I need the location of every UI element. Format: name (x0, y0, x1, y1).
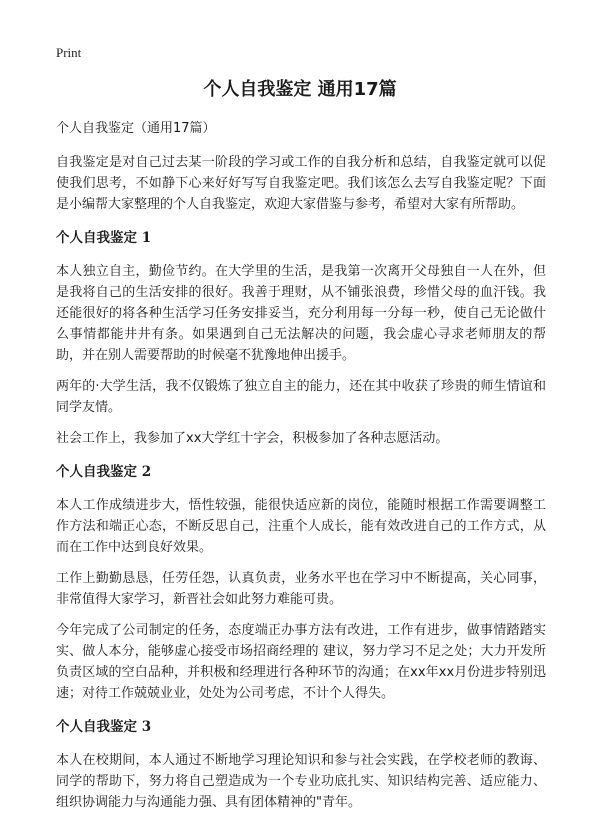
section-paragraph: 两年的·大学生活，我不仅锻炼了独立自主的能力，还在其中收获了珍贵的师生情谊和同学友情。 (56, 379, 546, 415)
document-body (56, 118, 546, 823)
section-paragraph: 工作上勤勤恳恳，任劳任怨，认真负责，业务水平也在学习中不断提高，关心同事，非常值得大家学习，新晋社会如此努力难能可贵。 (56, 571, 546, 607)
intro-paragraph: 自我鉴定是对自己过去某一阶段的学习或工作的自我分析和总结，自我鉴定就可以促使我们思考，不如静下心来好好写写自我鉴定吧。我们该怎么去写自我鉴定呢？下面是小编帮大家整理的个人自我鉴定，欢迎大家借鉴与参考，希望对大家有所帮助。 (56, 155, 546, 212)
document-title: 个人自我鉴定 通用17篇 (203, 79, 397, 100)
section-2 (56, 461, 546, 704)
section-paragraph: 本人独立自主，勤俭节约。在大学里的生活，是我第一次离开父母独自一人在外，但是我将自己的生活安排的很好。我善于理财，从不铺张浪费，珍惜父母的血汗钱。我还能很好的将各种生活学习任务安排妥当，充分利用每一分每一秒，使自己无论做什么事情都能井井有条。如果遇到自己无法解决的问题，我会虚心寻求老师朋友的帮助，并在别人需要帮助的时候毫不犹豫地伸出援手。 (56, 264, 546, 363)
section-1 (56, 227, 546, 449)
section-heading: 个人自我鉴定 3 (56, 719, 152, 735)
section-3 (56, 716, 546, 813)
section-paragraph: 今年完成了公司制定的任务，态度端正办事方法有改进，工作有进步，做事情踏踏实实、做人本分，能够虚心接受市场招商经理的 建议，努力学习不足之处；大力开发所负责区域的空白品种，并积极和经理进行各种环节的沟通；在xx年xx月份进步特别迅速；对待工作兢兢业业，处处为公司考虑，不计个人得失。 (56, 623, 546, 701)
section-paragraph: 本人在校期间，本人通过不断地学习理论知识和参与社会实践，在学校老师的教诲、同学的帮助下，努力将自己塑造成为一个专业功底扎实、知识结构完善、适应能力、组织协调能力与沟通能力强、具有团体精神的"青年。 (56, 753, 546, 810)
section-heading: 个人自我鉴定 2 (56, 464, 152, 480)
document-subtitle: 个人自我鉴定（通用17篇） (56, 121, 216, 136)
print-link[interactable]: Print (56, 45, 82, 60)
section-paragraph: 本人工作成绩进步大，悟性较强，能很快适应新的岗位，能随时根据工作需要调整工作方法和端正心态，不断反思自己，注重个人成长，能有效改进自己的工作方式，从而在工作中达到良好效果。 (56, 498, 546, 555)
section-heading: 个人自我鉴定 1 (56, 230, 152, 246)
section-paragraph: 社会工作上，我参加了xx大学红十字会，积极参加了各种志愿活动。 (56, 431, 449, 446)
